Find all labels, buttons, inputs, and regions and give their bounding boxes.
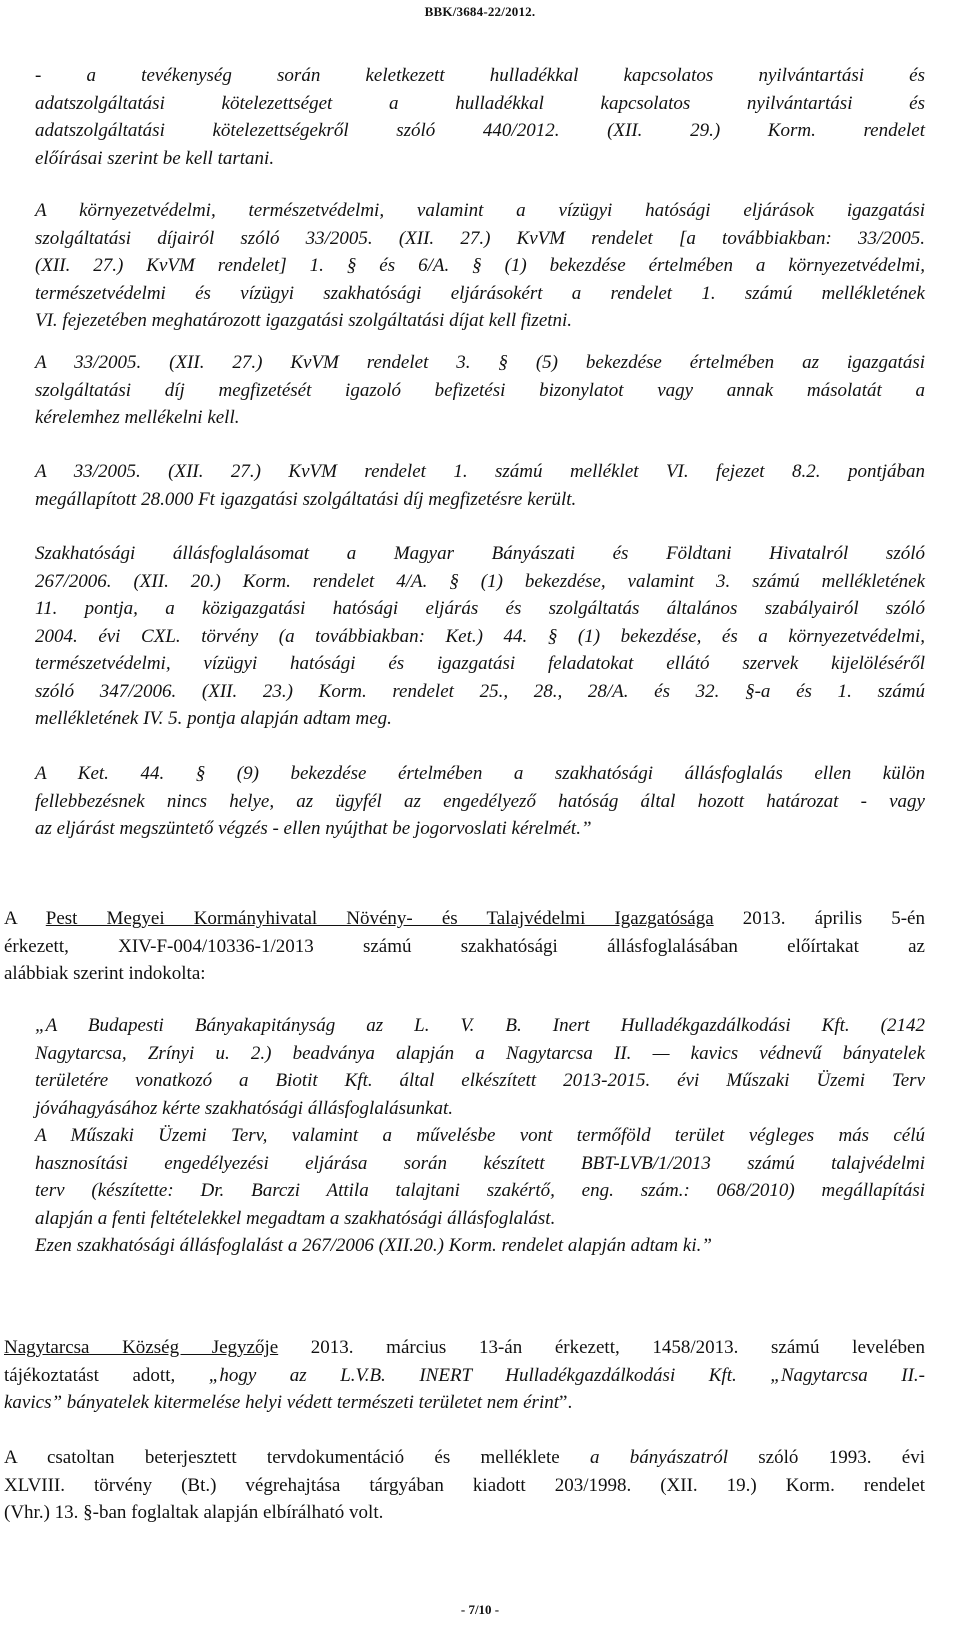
text-line: adatszolgáltatási kötelezettséget a hulladékkal kapcsolatos nyilvántartási és — [35, 92, 925, 114]
paragraph-legal-basis — [35, 540, 925, 733]
paragraph-nagytarcsa — [4, 1334, 925, 1417]
text-line: (XII. 27.) KvVM rendelet] 1. § és 6/A. § (1) bekezdése értelmében a környezetvédelmi, — [35, 255, 925, 276]
text-line: A környezetvédelmi, természetvédelmi, valamint a vízügyi hatósági eljárások igazgatási — [35, 200, 925, 221]
text-line: hasznosítási engedélyezési eljárása során készített BBT-LVB/1/2013 számú talajvédelmi — [35, 1152, 925, 1174]
text-line: alapján a fenti feltételekkel megadtam a szakhatósági állásfoglalást. — [35, 1207, 556, 1229]
text-line: XLVIII. törvény (Bt.) végrehajtása tárgyában kiadott 203/1998. (XII. 19.) Korm. rendelet — [4, 1474, 925, 1496]
paragraph-payment-proof — [35, 349, 925, 432]
text-segment: 2013. április 5-én — [713, 908, 925, 929]
text-line: megállapított 28.000 Ft igazgatási szolgáltatási díj megfizetésre került. — [35, 488, 577, 510]
text-line: adatszolgáltatási kötelezettségekről szóló 440/2012. (XII. 29.) Korm. rendelet — [35, 120, 925, 141]
text-line: A Ket. 44. § (9) bekezdése értelmében a szakhatósági állásfoglalás ellen külön — [35, 763, 925, 784]
text-segment: ”. — [559, 1392, 573, 1413]
text-line: kérelemhez mellékelni kell. — [35, 407, 240, 428]
paragraph-pest-authority — [4, 905, 925, 988]
text-line: „A Budapesti Bányakapitányság az L. V. B. Inert Hulladékgazdálkodási Kft. (2142 — [35, 1015, 925, 1036]
text-line: az eljárást megszüntető végzés - ellen nyújthat be jogorvoslati kérelmét.” — [35, 818, 592, 839]
text-line: alábbiak szerint indokolta: — [4, 963, 206, 984]
text-line: terv (készítette: Dr. Barczi Attila talajtani szakértő, eng. szám.: 068/2010) megállapítási — [35, 1180, 925, 1201]
text-line: (Vhr.) 13. §-ban foglaltak alapján elbírálható volt. — [4, 1502, 384, 1523]
document-reference-header: BBK/3684-22/2012. — [424, 4, 536, 19]
text-segment: tájékoztatást adott, — [4, 1364, 209, 1386]
text-line: Nagytarcsa, Zrínyi u. 2.) beadványa alapján a Nagytarcsa II. — kavics védnevű bányatelek — [35, 1042, 925, 1064]
text-line: szolgáltatási díjairól szóló 33/2005. (XII. 27.) KvVM rendelet [a továbbiakban: 33/2005. — [35, 227, 925, 249]
text-line: 2004. évi CXL. törvény (a továbbiakban: Ket.) 44. § (1) bekezdése, és a környezetvédelmi, — [35, 625, 925, 647]
paragraph-fee-paid — [35, 458, 925, 513]
paragraph-service-fees — [35, 197, 925, 335]
text-line — [4, 1444, 925, 1472]
text-line: mellékletének IV. 5. pontja alapján adtam meg. — [35, 708, 392, 729]
text-line: fellebbezésnek nincs helye, az ügyfél az engedélyező hatóság által hozott határozat - vagy — [35, 790, 925, 812]
text-line: 267/2006. (XII. 20.) Korm. rendelet 4/A. § (1) bekezdése, valamint 3. számú mellékletének — [35, 570, 925, 592]
authority-name: Nagytarcsa Község Jegyzője — [4, 1337, 279, 1358]
page-number: - 7/10 - — [460, 1602, 500, 1617]
text-line: szolgáltatási díj megfizetését igazoló befizetési bizonylatot vagy annak másolatát a — [35, 379, 925, 401]
text-line: Szakhatósági állásfoglalásomat a Magyar Bányászati és Földtani Hivatalról szóló — [35, 543, 925, 564]
text-line — [4, 1334, 925, 1362]
text-segment: „hogy az L.V.B. INERT Hulladékgazdálkodási Kft. „Nagytarcsa II.- — [208, 1364, 925, 1386]
text-line — [4, 1389, 925, 1417]
text-line: VI. fejezetében meghatározott igazgatási szolgáltatási díjat kell fizetni. — [35, 310, 573, 331]
text-line: természetvédelmi, vízügyi hatósági és igazgatási feladatokat ellátó szervek kijelöléséről — [35, 653, 925, 674]
text-line: 11. pontja, a közigazgatási hatósági eljárás és szolgáltatás általános szabályairól szóló — [35, 598, 925, 619]
text-line: Ezen szakhatósági állásfoglalást a 267/2006 (XII.20.) Korm. rendelet alapján adtam ki.” — [35, 1235, 712, 1256]
text-line: területére vonatkozó a Biotit Kft. által elkészített 2013-2015. évi Műszaki Üzemi Terv — [35, 1070, 925, 1091]
paragraph-waste-records — [35, 62, 925, 172]
text-line: jóváhagyásához kérte szakhatósági állásfoglalásunkat. — [35, 1097, 453, 1119]
text-line: érkezett, XIV-F-004/10336-1/2013 számú szakhatósági állásfoglalásában előírtakat az — [4, 935, 925, 957]
text-segment: A csatoltan beterjesztett tervdokumentáció és melléklete — [4, 1447, 590, 1468]
text-line: - a tevékenység során keletkezett hulladékkal kapcsolatos nyilvántartási és — [35, 65, 925, 86]
text-line: A 33/2005. (XII. 27.) KvVM rendelet 3. § (5) bekezdése értelmében az igazgatási — [35, 352, 925, 373]
text-line: A Műszaki Üzemi Terv, valamint a művelésbe vont termőföld terület végleges más célú — [35, 1125, 925, 1146]
text-line: előírásai szerint be kell tartani. — [35, 147, 275, 169]
text-segment: 2013. március 13-án érkezett, 1458/2013. számú levelében — [278, 1337, 925, 1358]
paragraph-final — [4, 1444, 925, 1527]
text-line — [4, 905, 925, 933]
text-segment: A — [4, 908, 46, 929]
text-line: A 33/2005. (XII. 27.) KvVM rendelet 1. számú melléklet VI. fejezet 8.2. pontjában — [35, 461, 925, 482]
text-segment: a bányászatról — [589, 1447, 728, 1468]
paragraph-pest-quote — [35, 1012, 925, 1260]
text-segment: kavics” bányatelek kitermelése helyi védett természeti területet nem érint — [4, 1392, 560, 1413]
paragraph-appeal — [35, 760, 925, 843]
text-line: szóló 347/2006. (XII. 23.) Korm. rendelet 25., 28., 28/A. és 32. §-a és 1. számú — [35, 680, 925, 702]
text-line — [4, 1362, 925, 1390]
text-line: természetvédelmi és vízügyi szakhatósági eljárásokért a rendelet 1. számú mellékletének — [35, 282, 925, 304]
authority-name: Pest Megyei Kormányhivatal Növény- és Talajvédelmi Igazgatósága — [45, 908, 714, 929]
text-segment: szóló 1993. évi — [727, 1447, 925, 1468]
